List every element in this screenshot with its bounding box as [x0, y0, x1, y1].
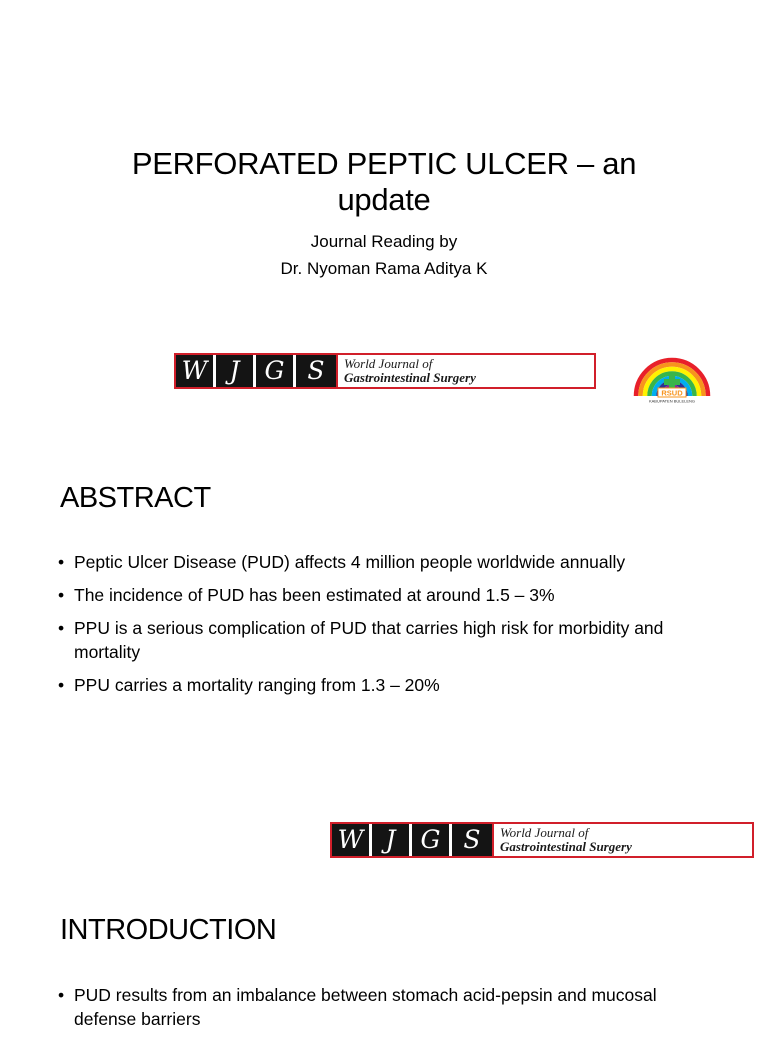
journal-name-line2: Gastrointestinal Surgery — [344, 370, 476, 385]
journal-name — [492, 824, 752, 856]
slide-subtitle — [84, 228, 684, 282]
abstract-heading: ABSTRACT — [60, 482, 211, 514]
logo-letter: G — [412, 824, 452, 856]
subtitle-line-1: Journal Reading by — [310, 232, 458, 251]
introduction-heading: INTRODUCTION — [60, 914, 277, 946]
journal-name-line2: Gastrointestinal Surgery — [500, 839, 632, 854]
wjgs-letters — [176, 355, 336, 387]
bullet-text: The incidence of PUD has been estimated at around 1.5 – 3% — [74, 585, 555, 605]
logo-letter: W — [332, 824, 372, 856]
bullet-text: PPU carries a mortality ranging from 1.3 – 20% — [74, 675, 440, 695]
list-item: • PUD results from an imbalance between stomach acid-pepsin and mucosal defense barriers — [58, 985, 657, 1029]
logo-letter: J — [372, 824, 412, 856]
list-item: • PPU carries a mortality ranging from 1.3 – 20% — [58, 675, 440, 695]
bullet-text: PUD results from an imbalance between stomach acid-pepsin and mucosal defense barriers — [74, 985, 657, 1029]
wjgs-journal-logo — [174, 353, 596, 389]
subtitle-line-2: Dr. Nyoman Rama Aditya K — [280, 259, 488, 278]
wjgs-journal-logo — [330, 822, 754, 858]
logo-letter: G — [256, 355, 296, 387]
slide-title: PERFORATED PEPTIC ULCER – an update — [131, 146, 637, 217]
rsud-logo-caption: KABUPATEN BULELENG — [648, 398, 696, 404]
list-item: • The incidence of PUD has been estimated at around 1.5 – 3% — [58, 585, 555, 605]
journal-name-line1: World Journal of — [500, 825, 589, 840]
journal-name-line1: World Journal of — [344, 356, 433, 371]
rsud-logo-text: RSUD — [661, 388, 683, 398]
introduction-bullet-list — [58, 983, 678, 1040]
logo-letter: S — [452, 824, 492, 856]
abstract-bullet-list — [58, 550, 678, 706]
logo-letter: W — [176, 355, 216, 387]
bullet-text: PPU is a serious complication of PUD that carries high risk for morbidity and mortality — [74, 618, 664, 662]
bullet-text: Peptic Ulcer Disease (PUD) affects 4 million people worldwide annually — [74, 552, 626, 572]
logo-letter: S — [296, 355, 336, 387]
journal-name — [336, 355, 594, 387]
list-item: • Peptic Ulcer Disease (PUD) affects 4 million people worldwide annually — [58, 552, 626, 572]
list-item: • PPU is a serious complication of PUD that carries high risk for morbidity and mortality — [58, 618, 664, 662]
logo-letter: J — [216, 355, 256, 387]
wjgs-letters — [332, 824, 492, 856]
rsud-rainbow-logo — [630, 344, 714, 404]
